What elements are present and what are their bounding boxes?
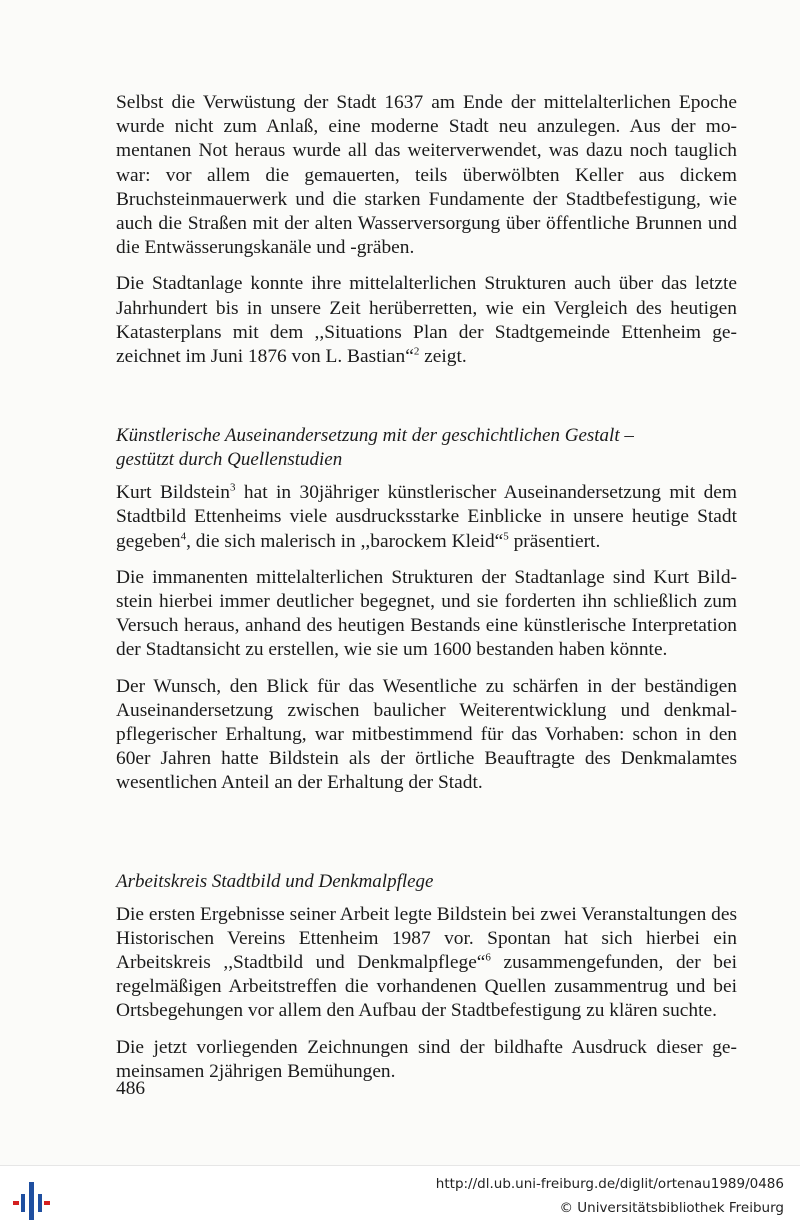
section-heading-1	[116, 424, 737, 472]
footnote-ref-6[interactable]: 6	[485, 951, 491, 964]
paragraph-3	[116, 481, 737, 554]
paragraph-3-part-b: hat in 30jähriger künstlerischer Auseinandersetzung mit dem Stadtbild Ettenheims viele ausdrucksstarke Einblicke in unsere heutige Stadt gegeben	[116, 482, 737, 552]
section-heading-1-line-1: Künstlerische Auseinandersetzung mit der geschichtlichen Gestalt –	[116, 425, 634, 447]
paragraph-3-part-a: Kurt Bildstein	[116, 482, 230, 504]
paragraph-2	[116, 272, 737, 369]
footnote-ref-2[interactable]: 2	[413, 345, 420, 358]
copyright-notice: © Universitätsbibliothek Freiburg	[559, 1200, 784, 1216]
paragraph-2-text: Die Stadtanlage konnte ihre mittelalterlichen Strukturen auch über das letzte Jahrhundert bis in unsere Zeit herüberretten, wie ein Vergleich des heutigen Katasterplans mit dem ,,Situations Plan der Stadtgemeinde Ettenheim gezeichnet im Juni 1876 von L. Bastian“	[116, 273, 737, 368]
paragraph-3-part-c: , die sich malerisch in ,,barockem Kleid“	[186, 530, 504, 552]
paragraph-7: Die jetzt vorliegenden Zeichnungen sind der bildhafte Ausdruck dieser gemeinsamen 2jährigen Bemühungen.	[116, 1036, 737, 1082]
footnote-ref-4[interactable]: 4	[180, 530, 187, 543]
viewer-footer	[0, 1165, 800, 1225]
paragraph-2-end: zeigt.	[419, 346, 467, 368]
paragraph-3-part-d: präsentiert.	[508, 530, 601, 552]
source-url-link[interactable]: http://dl.ub.uni-freiburg.de/diglit/ortenau1989/0486	[435, 1176, 784, 1192]
paragraph-5: Der Wunsch, den Blick für das Wesentliche zu schärfen in der beständigen Auseinandersetzung zwischen baulicher Weiterentwicklung und denkmalpflegerischer Erhaltung, war mitbestimmend für das Vorhaben: schon in den 60er Jahren hatte Bildstein als der örtliche Beauftragte des Denkmalamtes wesentlichen Anteil an der Erhaltung der Stadt.	[116, 675, 737, 794]
paragraph-1: Selbst die Verwüstung der Stadt 1637 am Ende der mittelalterlichen Epoche wurde nicht zum Anlaß, eine moderne Stadt neu anzulegen. Aus der momentanen Not heraus wurde all das weiterverwendet, was dazu noch tauglich war: vor allem die gemauerten, teils überwölbten Keller aus dickem Bruchsteinmauerwerk und die starken Fundamente der Stadtbefestigung, wie auch die Straßen mit der alten Wasserversorgung über öffentliche Brunnen und die Entwässerungskanäle und -gräben.	[116, 92, 737, 259]
paragraph-6	[116, 903, 737, 1024]
section-heading-1-line-2: gestützt durch Quellenstudien	[116, 449, 343, 471]
paragraph-4: Die immanenten mittelalterlichen Strukturen der Stadtanlage sind Kurt Bildstein hierbei immer deutlicher begegnet, und sie forderten ihn schließlich zum Versuch heraus, anhand des heutigen Bestands eine künstlerische Interpretation der Stadtansicht zu erstellen, wie sie um 1600 bestanden haben könnte.	[116, 566, 737, 661]
footnote-ref-5[interactable]: 5	[503, 530, 509, 543]
ub-freiburg-logo-icon[interactable]	[12, 1180, 52, 1222]
page-body	[116, 91, 737, 1096]
paragraph-6-part-b: zusammengefunden, der bei regelmäßigen Arbeitstreffen die vorhandenen Quellen zusammentrug und bei Ortsbegehungen vor allem den Aufbau der Stadtbefestigung zu klären suchte.	[116, 952, 737, 1022]
footnote-ref-3[interactable]: 3	[229, 481, 236, 494]
section-heading-2: Arbeitskreis Stadtbild und Denkmalpflege	[116, 870, 434, 892]
page-number: 486	[116, 1078, 146, 1099]
paragraph-6-part-a: Die ersten Ergebnisse seiner Arbeit legte Bildstein bei zwei Veranstaltungen des Historischen Vereins Ettenheim 1987 vor. Spontan hat sich hierbei ein Arbeitskreis ,,Stadtbild und Denkmalpflege“	[116, 903, 737, 974]
